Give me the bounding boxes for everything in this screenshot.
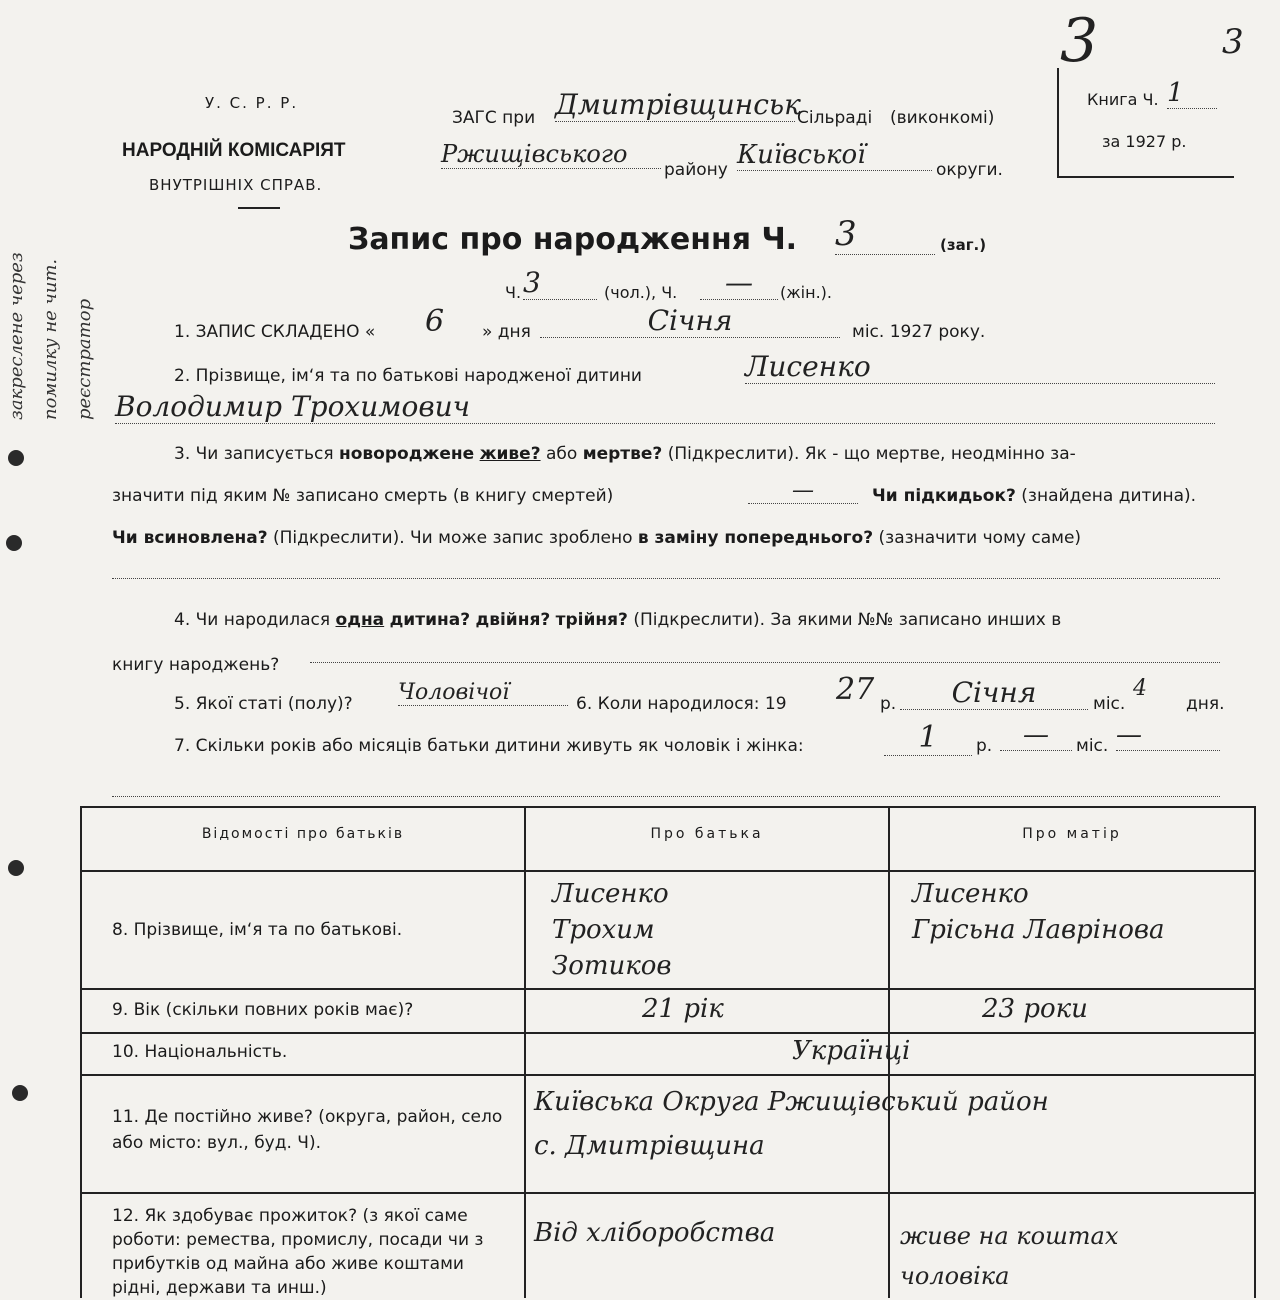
item3-alive: живе? [479, 444, 541, 464]
row9-mother: 23 роки [982, 994, 1088, 1024]
item7-r: р. [976, 736, 993, 756]
table-header-info: Відомості про батьків [201, 826, 405, 842]
item3-intro: 3. Чи записується [174, 444, 334, 464]
row8-mother: Лисенко Грісьна Лаврінова [912, 879, 1165, 945]
row12-father: Від хліборобства [534, 1218, 776, 1248]
months-together: — [1000, 720, 1072, 751]
margin-note-1: закреслене через [6, 252, 27, 420]
item3-why: (зазначити чому саме) [878, 528, 1082, 548]
item3-replace: в заміну попереднього? [637, 528, 874, 548]
item3-line3 [112, 528, 1081, 548]
zags-prefix: ЗАГС при [452, 108, 536, 128]
item6-mis: міс. [1093, 694, 1126, 714]
record-title: Запис про народження Ч. [348, 222, 798, 257]
divider [238, 207, 280, 209]
item3-line1 [174, 444, 1076, 464]
okruhy-label: округи. [936, 160, 1003, 180]
child-sex: Чоловічої [398, 680, 568, 706]
birth-day: 4 [1133, 676, 1147, 701]
item3-instruction: (Підкреслити). Як - що мертве, неодмінно за- [667, 444, 1076, 464]
row-divider [82, 870, 1254, 872]
item3-death-number: — [748, 478, 858, 504]
row-divider [82, 988, 1254, 990]
col-divider [524, 808, 526, 1298]
row11-label: 11. Де постійно живе? (округа, район, село або місто: вул., буд. Ч). [112, 1107, 503, 1153]
commissariat-title: НАРОДНІЙ КОМІСАРІЯТ [122, 140, 346, 161]
item3-replace-intro: (Підкреслити). Чи може запис зроблено [272, 528, 633, 548]
record-number: 3 [835, 214, 935, 255]
book-box [1057, 68, 1234, 178]
punch-hole [8, 450, 24, 466]
item4-child: дитина? [389, 610, 471, 630]
item3-newborn: новороджене [339, 444, 475, 464]
row12-label: 12. Як здобуває прожиток? (з якої саме роботи: ремества, промислу, посади чи з прибутків од майна або живе коштами рідні, держави та инш.) [112, 1206, 484, 1298]
book-label: Книга Ч. [1087, 90, 1159, 109]
row8-father: Лисенко Трохим Зотиков [552, 879, 672, 981]
book-number: 1 [1167, 78, 1217, 109]
item3-or: або [545, 444, 578, 464]
item3-line2-a: значити під яким № записано смерть (в книгу смертей) [112, 486, 614, 506]
years-together: 1 [884, 720, 972, 756]
male-count: 3 [523, 266, 597, 300]
margin-note-2: помилку не чит. [40, 258, 61, 420]
ch-prefix: Ч. [505, 283, 522, 302]
interior-affairs: ВНУТРІШНІХ СПРАВ. [149, 176, 323, 194]
vykonkomi: (виконкомі) [890, 108, 995, 128]
item7-dash: — [1116, 720, 1220, 751]
table-header-father: Про батька [650, 826, 764, 842]
child-name: Володимир Трохимович [115, 390, 1215, 424]
parents-table [80, 806, 1256, 1298]
item6-dnia: дня. [1186, 694, 1225, 714]
row10-label: 10. Національність. [112, 1042, 288, 1062]
item3-found-child: (знайдена дитина). [1021, 486, 1197, 506]
ussr-label: У. С. Р. Р. [205, 94, 299, 112]
sil-radi: Сільраді [797, 108, 873, 128]
item1-day: 6 [425, 304, 445, 339]
female-count: — [700, 266, 778, 300]
district-name: Ржищівського [441, 140, 661, 169]
item7-blank-line [112, 796, 1220, 797]
item4-one: одна [335, 610, 385, 630]
birth-month: Січня [900, 676, 1088, 710]
row10-nationality: Українці [792, 1036, 911, 1066]
corner-mark-small: 3 [1222, 22, 1244, 62]
row-divider [82, 1074, 1254, 1076]
child-surname: Лисенко [745, 350, 1215, 384]
margin-note-3: реєстратор [74, 298, 95, 420]
item4-register: книгу народжень? [112, 655, 280, 675]
record-zag: (заг.) [940, 236, 987, 254]
item6-label: 6. Коли народилося: 19 [576, 694, 787, 714]
row9-father: 21 рік [642, 994, 724, 1024]
table-header-mother: Про матір [1022, 826, 1122, 842]
raionu-label: району [664, 160, 728, 180]
item1-month: Січня [540, 304, 840, 338]
item2-label: 2. Прізвище, ім‘я та по батькові народженої дитини [174, 366, 642, 386]
item7-mis: міс. [1076, 736, 1109, 756]
item4-twins: двійня? [475, 610, 551, 630]
row-divider [82, 1032, 1254, 1034]
punch-hole [12, 1085, 28, 1101]
item6-r: р. [880, 694, 897, 714]
row12-mother: живе на коштах чоловіка [900, 1222, 1119, 1290]
item1-dnia: » дня [482, 322, 531, 342]
item4-triplets: трійня? [555, 610, 628, 630]
zhin-label: (жін.). [780, 283, 832, 302]
item4-instruction: (Підкреслити). За якими №№ записано инших в [633, 610, 1062, 630]
item3-blank-line [112, 578, 1220, 579]
row11-residence: Київська Округа Ржищівський район с. Дмитрівщина [534, 1087, 1049, 1161]
row-divider [82, 1192, 1254, 1194]
item4-line1 [174, 610, 1061, 630]
item3-dead: мертве? [582, 444, 663, 464]
item4-blank-line [310, 662, 1220, 663]
chol-label: (чол.), Ч. [604, 283, 678, 302]
punch-hole [8, 860, 24, 876]
okruha-name: Київської [737, 140, 932, 171]
row8-label: 8. Прізвище, ім‘я та по батькові. [112, 920, 403, 940]
birth-year: 27 [836, 672, 875, 707]
item5-label: 5. Якої статі (полу)? [174, 694, 353, 714]
item3-adopted: Чи всиновлена? [112, 528, 268, 548]
item1-year: міс. 1927 року. [852, 322, 986, 342]
row9-label: 9. Вік (скільки повних років має)? [112, 1000, 414, 1020]
punch-hole [6, 535, 22, 551]
book-year: за 1927 р. [1102, 132, 1187, 151]
item3-foundling: Чи підкидьок? [872, 486, 1016, 506]
item1-label: 1. ЗАПИС СКЛАДЕНО « [174, 322, 376, 342]
corner-mark: 3 [1060, 6, 1099, 76]
zags-village: Дмитрівщинськ [555, 88, 801, 121]
item4-intro: 4. Чи народилася [174, 610, 331, 630]
item7-label: 7. Скільки років або місяців батьки дитини живуть як чоловік і жінка: [174, 736, 804, 756]
item3-foundling-line [872, 486, 1196, 506]
